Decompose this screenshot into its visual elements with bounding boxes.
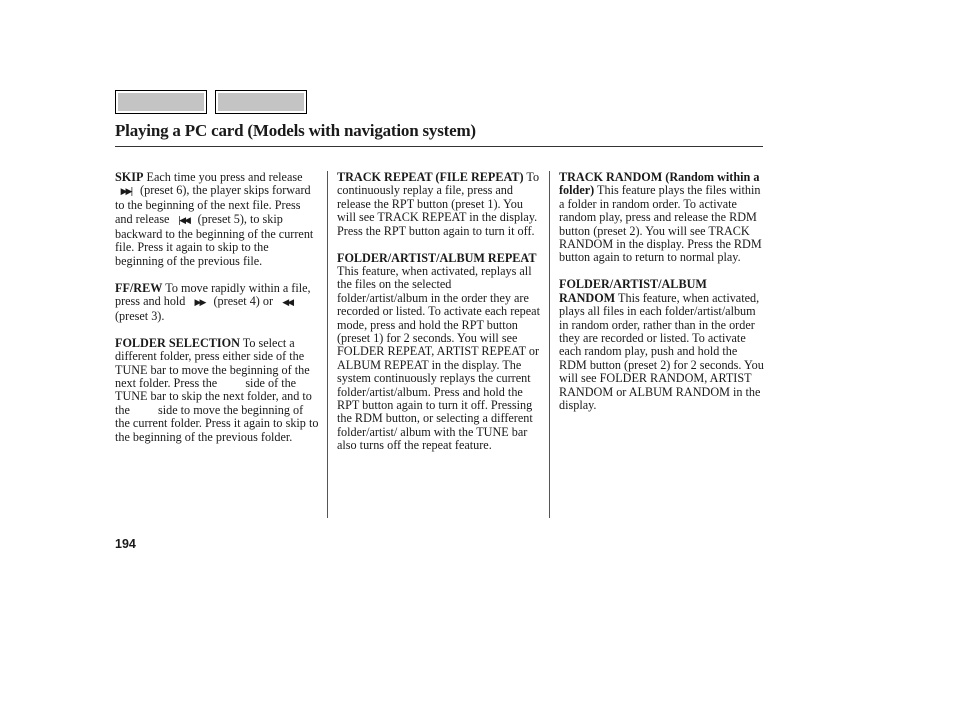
folder-random-body: This feature, when activated, plays all files in each folder/artist/album in random order, rather than in the order they are recorded or listed. To activate each random play, push and hold the RDM button (preset 2) for 2 seconds. You will see FOLDER RANDOM, ARTIST RANDOM or ALBUM RANDOM in the display. — [559, 290, 764, 412]
folder-repeat-body: This feature, when activated, replays all the files on the selected folder/artist/album in the order they are recorded or listed. To activate each repeat mode, press and hold the RPT button (preset 1) for 2 seconds. You will see FOLDER REPEAT, ARTIST REPEAT or ALBUM REPEAT in the display. The system continuously replays the current folder/artist/album. Press and hold the RPT button again to turn it off. Pressing the RDM button, or selecting a different folder/artist/ album with the TUNE bar also turns off the repeat feature. — [337, 263, 540, 453]
page-number: 194 — [115, 537, 136, 551]
skip-section — [115, 171, 319, 268]
column-left — [115, 171, 319, 458]
nav-tab-left[interactable] — [115, 90, 207, 114]
track-repeat-section — [337, 171, 541, 238]
column-divider-1 — [327, 171, 328, 518]
skip-heading: SKIP — [115, 170, 144, 184]
skip-text-1: Each time you press and release — [143, 170, 303, 184]
fast-forward-icon: ▶▶ — [194, 297, 205, 308]
ffrew-heading: FF/REW — [115, 280, 163, 295]
column-divider-2 — [549, 171, 550, 518]
folder-random-heading: FOLDER/ARTIST/ALBUM RANDOM — [559, 277, 707, 305]
skip-text-3: (preset 5), to skip backward to the beginning of the current file. Press it again to skip to the beginning of the previous file. — [115, 211, 314, 268]
skip-forward-icon: ▶▶| — [120, 187, 132, 198]
column-right — [559, 171, 765, 426]
title-rule — [115, 146, 763, 147]
folder-repeat-section — [337, 252, 541, 453]
folder-selection-heading: FOLDER SELECTION — [115, 335, 240, 350]
track-random-body: This feature plays the files within a folder in random order. To activate random play, press and release the RDM button (preset 2). You will see TRACK RANDOM in the display. Press the RDM button again to return to normal play. — [559, 183, 762, 265]
folder-text-2: side of the TUNE bar to skip the next folder, and to the — [115, 376, 312, 417]
ffrew-text-3: (preset 3). — [115, 308, 165, 323]
folder-text-1: To select a different folder, press either side of the TUNE bar to move the beginning of the next folder. Press the — [115, 335, 310, 391]
track-random-section — [559, 171, 765, 265]
ffrew-text-2: (preset 4) or — [210, 293, 277, 308]
track-repeat-body: To continuously replay a file, press and release the RPT button (preset 1). You will see TRACK REPEAT in the display. Press the RPT button again to turn it off. — [337, 170, 540, 238]
rewind-icon: ◀◀ — [282, 297, 293, 308]
track-repeat-heading: TRACK REPEAT (FILE REPEAT) — [337, 170, 524, 184]
ffrew-section — [115, 282, 319, 324]
folder-text-3: side to move the beginning of the current folder. Press it again to skip to the beginning of the previous folder. — [115, 402, 319, 444]
ffrew-text-1: To move rapidly within a file, press and hold — [115, 280, 311, 308]
skip-text-2: (preset 6), the player skips forward to the beginning of the next file. Press and release — [115, 183, 311, 226]
page-title: Playing a PC card (Models with navigation system) — [115, 121, 476, 140]
folder-repeat-heading: FOLDER/ARTIST/ALBUM REPEAT — [337, 250, 537, 265]
folder-random-section — [559, 278, 765, 412]
folder-selection-section — [115, 337, 319, 444]
track-random-heading: TRACK RANDOM (Random within a folder) — [559, 170, 760, 198]
nav-tab-right[interactable] — [215, 90, 307, 114]
skip-back-icon: |◀◀ — [178, 215, 189, 226]
column-middle — [337, 171, 541, 466]
